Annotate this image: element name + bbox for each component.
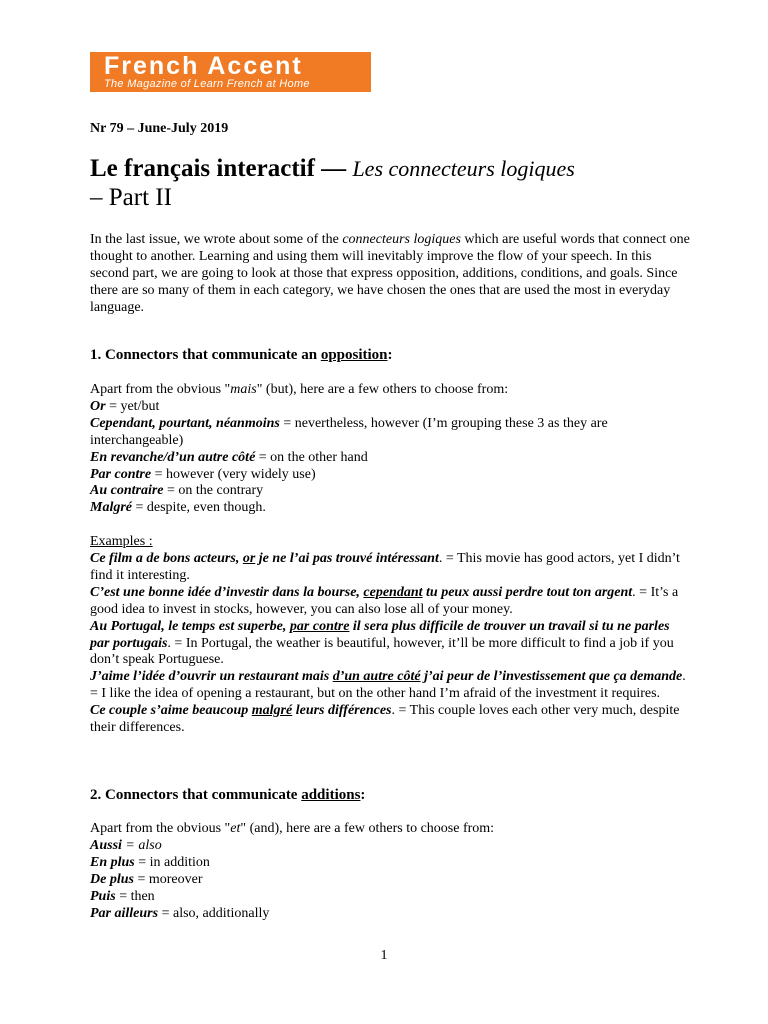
item-term: Par contre	[90, 466, 152, 482]
intro-post: which are useful words that connect one thought to another. Learning and using them will inevitably improve the flow of your speech. In this second part, we are going to look at those that express opposition, additions, conditions, and goals. Since there are so many of them in each category, we have chosen the ones that are used the most in everyday language.	[90, 232, 690, 315]
item-def: = moreover	[133, 871, 203, 887]
example-fr: Ce couple s’aime beaucoup	[90, 703, 252, 719]
list-item	[90, 855, 690, 872]
example-fr: il sera plus difficile de trouver un travail si tu ne parles par portugais	[90, 618, 670, 651]
example-connector: par contre	[289, 618, 350, 634]
example-connector: cependant	[363, 584, 423, 600]
title-main: Le français interactif —	[90, 155, 347, 182]
list-item	[90, 500, 690, 517]
heading-text: 2. Connectors that communicate	[90, 787, 302, 803]
heading-text: 1. Connectors that communicate an	[90, 347, 321, 363]
section-opposition-body	[90, 382, 690, 737]
intro-paragraph	[90, 231, 690, 316]
item-term: En plus	[90, 854, 135, 870]
lead-line	[90, 821, 690, 838]
intro-term: connecteurs logiques	[342, 232, 461, 247]
item-def: = on the contrary	[163, 483, 264, 499]
example-translation: . = It’s a good idea to invest in stocks, however, you can also lose all of your money.	[90, 584, 679, 617]
examples-label: Examples :	[90, 534, 153, 550]
item-term: Par ailleurs	[90, 905, 159, 921]
lead-pre: Apart from the obvious "	[90, 821, 231, 836]
section-heading-additions	[90, 787, 365, 804]
list-item	[90, 483, 690, 500]
item-def: = also	[121, 837, 162, 853]
magazine-logo	[90, 52, 371, 92]
logo-subtitle: The Magazine of Learn French at Home	[104, 78, 310, 90]
item-def: = nevertheless, however (I’m grouping these 3 as they are interchangeable)	[90, 415, 608, 448]
lead-post: " (and), here are a few others to choose from:	[240, 821, 495, 836]
list-item	[90, 889, 690, 906]
example-connector: or	[242, 551, 256, 567]
lead-word: mais	[230, 382, 257, 397]
list-item	[90, 906, 690, 923]
title-part: – Part II	[90, 184, 172, 211]
item-term: Or	[90, 398, 106, 414]
example-translation: . = This couple loves each other very much, despite their differences.	[90, 703, 680, 736]
example-item	[90, 619, 690, 670]
title-italic: Les connecteurs logiques	[352, 156, 575, 181]
example-connector: d’un autre côté	[332, 669, 421, 685]
example-fr: je ne l’ai pas trouvé intéressant	[255, 551, 439, 567]
example-fr: leurs différences	[292, 703, 392, 719]
item-def: = however (very widely use)	[151, 466, 316, 482]
section-heading-opposition	[90, 347, 393, 364]
list-item	[90, 450, 690, 467]
section-additions-body	[90, 821, 690, 922]
example-fr: Au Portugal, le temps est superbe,	[90, 618, 290, 634]
item-term: De plus	[90, 871, 134, 887]
item-def: = despite, even though.	[132, 500, 266, 516]
item-term: Malgré	[90, 500, 132, 516]
list-item	[90, 838, 690, 855]
item-term: Cependant, pourtant, néanmoins	[90, 415, 280, 431]
item-def: = then	[115, 888, 155, 904]
item-term: Aussi	[90, 837, 122, 853]
heading-keyword: opposition	[320, 347, 388, 363]
example-fr: j’ai peur de l’investissement que ça demande	[420, 669, 683, 685]
example-connector: malgré	[251, 703, 293, 719]
lead-line	[90, 382, 690, 399]
item-term: Au contraire	[90, 483, 164, 499]
item-def: = on the other hand	[255, 449, 368, 465]
lead-post: " (but), here are a few others to choose from:	[256, 382, 509, 397]
list-item	[90, 872, 690, 889]
example-translation: . = This movie has good actors, yet I didn’t find it interesting.	[90, 551, 680, 583]
example-fr: C’est une bonne idée d’investir dans la bourse,	[90, 584, 364, 600]
item-def: = also, additionally	[158, 905, 270, 921]
example-item	[90, 585, 690, 619]
example-translation: . = I like the idea of opening a restaurant, but on the other hand I’m afraid of the investment it requires.	[90, 669, 686, 702]
example-fr: Ce film a de bons acteurs,	[90, 551, 243, 567]
item-def: = yet/but	[105, 398, 160, 414]
logo-title: French Accent	[104, 52, 303, 80]
item-term: En revanche/d’un autre côté	[90, 449, 256, 465]
heading-colon: :	[387, 347, 393, 363]
example-item	[90, 703, 690, 737]
heading-colon: :	[360, 787, 366, 803]
page-number: 1	[380, 948, 388, 963]
lead-word: et	[230, 821, 241, 836]
list-item	[90, 416, 690, 450]
example-fr: tu peux aussi perdre tout ton argent	[422, 584, 633, 600]
intro-pre: In the last issue, we wrote about some of the	[90, 232, 343, 247]
item-def: = in addition	[134, 854, 210, 870]
heading-keyword: additions	[301, 787, 361, 803]
example-item	[90, 669, 690, 703]
example-fr: J’aime l’idée d’ouvrir un restaurant mais	[90, 669, 333, 685]
lead-pre: Apart from the obvious "	[90, 382, 231, 397]
example-item	[90, 551, 690, 585]
list-item	[90, 399, 690, 416]
list-item	[90, 467, 690, 484]
article-title	[90, 154, 690, 212]
example-translation: . = In Portugal, the weather is beautiful, however, it’ll be more difficult to find a job if you don’t speak Portuguese.	[90, 635, 674, 668]
issue-line: Nr 79 – June-July 2019	[90, 121, 229, 136]
item-term: Puis	[90, 888, 116, 904]
spacer	[90, 517, 690, 534]
